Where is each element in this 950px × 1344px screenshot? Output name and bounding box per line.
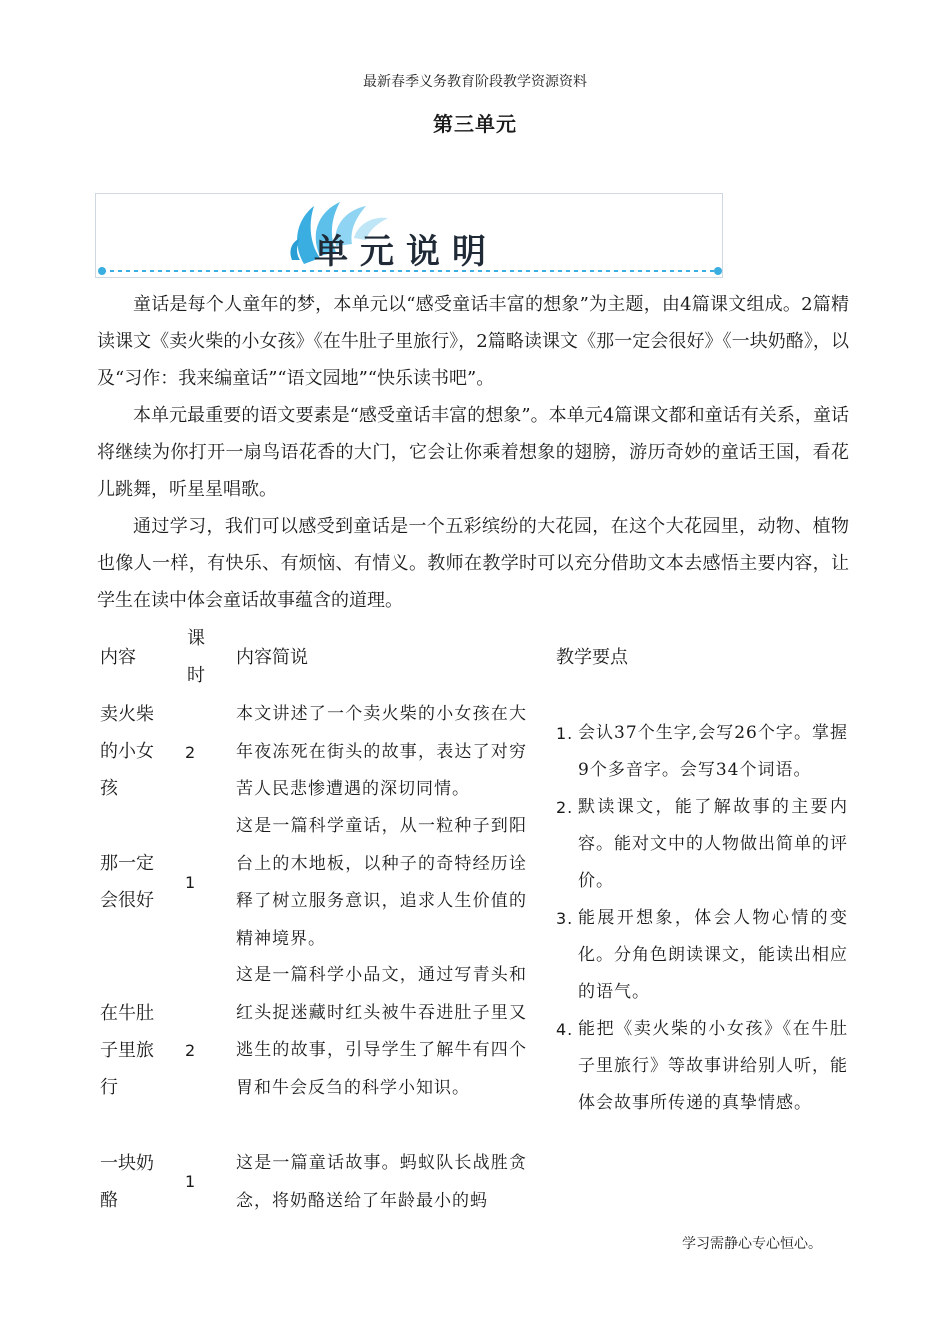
key-point-item: 4. 能把《卖火柴的小女孩》《在牛肚子里旅行》等故事讲给别人听，能体会故事所传递的真挚情感。 xyxy=(556,1019,848,1113)
header-key-points: 教学要点 xyxy=(556,647,628,668)
row-1-name: 卖火柴的小女孩 xyxy=(100,704,154,799)
row-4-hours: 1 xyxy=(185,1172,196,1191)
row-2-name: 那一定会很好 xyxy=(100,853,154,911)
header-note: 最新春季义务教育阶段教学资源资料 xyxy=(363,74,587,90)
footer-note: 学习需静心专心恒心。 xyxy=(682,1236,822,1252)
key-point-item: 3. 能展开想象，体会人物心情的变化。分角色朗读课文，能读出相应的语气。 xyxy=(556,908,848,1002)
row-3-name: 在牛肚子里旅行 xyxy=(100,1003,154,1098)
key-point-item: 2. 默读课文，能了解故事的主要内容。能对文中的人物做出简单的评价。 xyxy=(556,797,848,891)
row-4-summary: 这是一篇童话故事。蚂蚁队长战胜贪念，将奶酪送给了年龄最小的蚂 xyxy=(236,1153,527,1211)
row-4-name: 一块奶酪 xyxy=(100,1153,154,1211)
row-1-summary: 本文讲述了一个卖火柴的小女孩在大年夜冻死在街头的故事，表达了对穷苦人民悲惨遭遇的深切同情。 xyxy=(236,704,527,799)
header-summary: 内容简说 xyxy=(236,647,308,668)
intro-paragraph-1: 童话是每个人童年的梦，本单元以“感受童话丰富的想象”为主题，由4篇课文组成。2篇精读课文《卖火柴的小女孩》《在牛肚子里旅行》，2篇略读课文《那一定会很好》《一块奶酪》，以及“习作：我来编童话”“语文园地”“快乐读书吧”。 xyxy=(97,294,849,389)
unit-description-banner xyxy=(95,193,723,278)
intro-paragraph-2: 本单元最重要的语文要素是“感受童话丰富的想象”。本单元4篇课文都和童话有关系，童话将继续为你打开一扇鸟语花香的大门，它会让你乘着想象的翅膀，游历奇妙的童话王国，看花儿跳舞，听星星唱歌。 xyxy=(97,405,849,500)
header-content: 内容 xyxy=(100,647,136,668)
row-3-hours: 2 xyxy=(185,1041,196,1060)
key-point-item: 1. 会认37个生字,会写26个字。掌握9个多音字。会写34个词语。 xyxy=(556,723,848,780)
row-2-summary: 这是一篇科学童话，从一粒种子到阳台上的木地板，以种子的奇特经历诠释了树立服务意识，追求人生价值的精神境界。 xyxy=(236,816,527,949)
row-2-hours: 1 xyxy=(185,873,196,892)
header-hours: 课时 xyxy=(187,628,205,686)
intro-paragraph-3: 通过学习，我们可以感受到童话是一个五彩缤纷的大花园，在这个大花园里，动物、植物也像人一样，有快乐、有烦恼、有情义。教师在教学时可以充分借助文本去感悟主要内容，让学生在读中体会童话故事蕴含的道理。 xyxy=(97,516,849,611)
row-3-summary: 这是一篇科学小品文，通过写青头和红头捉迷藏时红头被牛吞进肚子里又逃生的故事，引导学生了解牛有四个胃和牛会反刍的科学小知识。 xyxy=(236,965,527,1098)
key-points-list xyxy=(556,715,848,1122)
banner-title: 单元说明 xyxy=(314,232,498,272)
row-1-hours: 2 xyxy=(185,743,196,762)
unit-title: 第三单元 xyxy=(433,112,517,136)
